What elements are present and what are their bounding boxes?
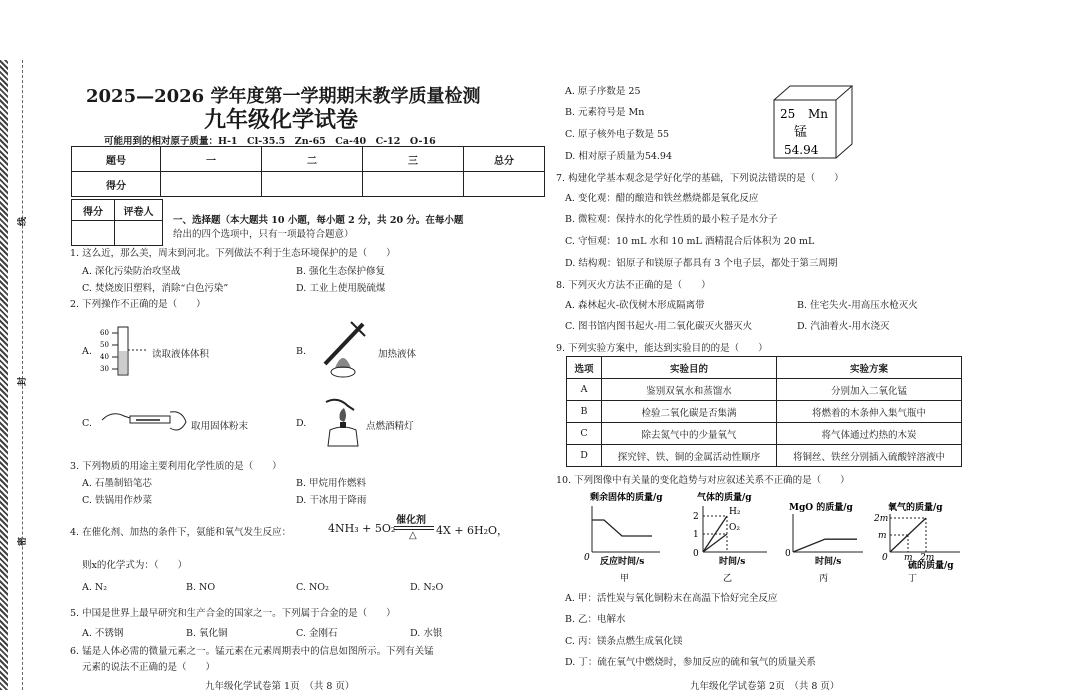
q4-equation-left: 4NH₃ + 5O₂ [328,522,396,535]
q9-header: 实验方案 [777,357,962,379]
q9-cell: 除去氮气中的少量氧气 [602,423,777,445]
score-cell: 得分 [72,172,161,197]
grader-blank[interactable] [115,221,163,246]
grader-cell: 得分 [72,200,115,221]
chart-jia-series-line [592,520,652,536]
q9-header: 选项 [567,357,602,379]
score-blank[interactable] [363,172,464,197]
score-cell: 总分 [464,147,545,172]
q6-stem2: 元素的说法不正确的是（ ） [82,662,216,673]
q2-c-text: 取用固体粉末 [191,421,249,432]
binding-dashed-line [22,60,23,690]
q9-header: 实验目的 [602,357,777,379]
q8-option-a[interactable]: A. 森林起火-砍伐树木形成隔离带 [565,300,705,311]
q9-cell: 检验二氧化碳是否集满 [602,401,777,423]
element-mass: 54.94 [784,143,819,157]
q10-option-a[interactable]: A. 甲：活性炭与氧化铜粉末在高温下恰好完全反应 [565,593,778,604]
q6-stem: 6. 锰是人体必需的微量元素之一。锰元素在元素周期表中的信息如图所示。下列有关锰 [70,646,434,657]
q8-option-b[interactable]: B. 住宅失火-用高压水枪灭火 [797,300,918,311]
q2-option-b[interactable]: B. [296,346,307,357]
exam-subtitle: 九年级化学试卷 [204,107,359,133]
q4-catalyst: 催化剂 [396,515,426,526]
score-blank[interactable] [262,172,363,197]
q9-cell: 将气体通过灼热的木炭 [777,423,962,445]
q3-option-a[interactable]: A. 石墨制铅笔芯 [82,478,152,489]
table-row[interactable] [567,379,962,401]
q4-option-a[interactable]: A. N₂ [82,582,108,593]
binding-mark-seal: 封 [18,376,29,387]
chart-jia-xlabel: 反应时间/s [600,557,645,567]
q9-cell: A [567,379,602,401]
q4-option-b[interactable]: B. NO [186,582,216,593]
q1-option-d[interactable]: D. 工业上使用脱硫煤 [296,283,386,294]
q7-option-c[interactable]: C. 守恒观：10 mL 水和 10 mL 酒精混合后体积为 20 mL [565,236,815,247]
q9-cell: C [567,423,602,445]
q2-d-text: 点燃酒精灯 [366,421,414,432]
page1-footer: 九年级化学试卷第 1页 （共 8 页） [205,681,355,692]
chart-yi-title: 乙 [723,574,733,584]
grader-cell: 评卷人 [115,200,163,221]
chart-jia-origin: 0 [584,553,590,563]
exam-title: 2025—2026 学年度第一学期期末教学质量检测 [86,86,481,107]
q7-option-b[interactable]: B. 微粒观：保持水的化学性质的最小粒子是水分子 [565,214,778,225]
chart-ding [868,488,968,584]
score-table [71,146,545,197]
q4-option-d[interactable]: D. N₂O [410,582,444,593]
powder-tube-icon [100,402,188,442]
graduated-cylinder-icon [98,325,148,377]
chart-yi-series-o2 [703,534,727,552]
q4-option-c[interactable]: C. NO₂ [296,582,329,593]
cylinder-tick-label: 50 [100,341,109,349]
heating-tube-icon [315,318,373,380]
chart-yi [683,488,775,584]
q1-stem: 1. 这么近，那么美，周末到河北。下列做法不利于生态环境保护的是（ ） [70,248,396,259]
q7-stem: 7. 构建化学基本观念是学好化学的基础，下列说法错误的是（ ） [556,173,844,184]
chart-ding-xtick: m [904,553,913,563]
binding-mark-line: 线 [18,216,29,227]
element-card [772,84,856,160]
q9-cell: 探究锌、铁、铜的金属活动性顺序 [602,445,777,467]
q2-option-d[interactable]: D. [296,418,307,429]
q9-table [566,356,962,467]
chart-yi-ytick: 1 [693,530,699,540]
q2-stem: 2. 下列操作不正确的是（ ） [70,299,206,310]
chart-ding-ytick: m [878,531,887,541]
chart-ding-origin: 0 [882,553,888,563]
q4-stem2: 则x的化学式为：（ ） [82,560,188,571]
page2-footer: 九年级化学试卷第 2页 （共 8 页） [690,681,840,692]
chart-bing-ylabel: MgO 的质量/g [789,503,853,513]
chart-yi-legend-o2: O₂ [729,523,740,533]
q8-option-d[interactable]: D. 汽油着火-用水浇灭 [797,321,890,332]
table-row[interactable] [567,423,962,445]
q10-option-b[interactable]: B. 乙：电解水 [565,614,626,625]
chart-yi-origin: 0 [693,549,699,559]
atomic-masses: 可能用到的相对原子质量：H-1 Cl-35.5 Zn-65 Ca-40 C-12 O-16 [104,136,436,147]
q1-option-c[interactable]: C. 焚烧废旧塑料，消除“白色污染” [82,283,229,294]
score-cell: 三 [363,147,464,172]
element-name: 锰 [794,125,808,140]
section-heading [173,212,463,226]
chart-jia [578,488,670,584]
chart-yi-ylabel: 气体的质量/g [697,493,752,503]
q6-option-a[interactable]: A. 原子序数是 25 [565,86,641,97]
q6-option-b[interactable]: B. 元素符号是 Mn [565,107,645,118]
cylinder-tick-label: 60 [100,329,109,337]
chart-ding-ylabel: 氧气的质量/g [888,503,943,513]
chart-bing-series-line [793,539,857,552]
score-cell: 二 [262,147,363,172]
q5-option-d[interactable]: D. 水银 [410,628,443,639]
q4-heat: △ [409,530,417,541]
q3-option-c[interactable]: C. 铁锅用作炒菜 [82,495,152,506]
section-heading-line2: 给出的四个选项中，只有一项最符合题意） [173,229,354,240]
element-number: 25 [780,107,796,121]
q9-cell: 将燃着的木条伸入集气瓶中 [777,401,962,423]
q2-b-text: 加热液体 [378,349,417,360]
grader-table [71,199,163,246]
q5-option-a[interactable]: A. 不锈钢 [82,628,124,639]
q2-a-text: 读取液体体积 [152,349,210,360]
q2-option-a[interactable]: A. [82,346,92,357]
q8-option-c[interactable]: C. 图书馆内图书起火-用二氧化碳灭火器灭火 [565,321,753,332]
section-heading-line1: 一、选择题（本大题共 10 小题，每小题 2 分，共 20 分。在每小题 [173,215,464,226]
binding-mark-secret: 密 [18,536,29,547]
q3-stem: 3. 下列物质的用途主要利用化学性质的是（ ） [70,461,282,472]
alcohol-lamp-icon [318,396,366,452]
q1-option-a[interactable]: A. 深化污染防治攻坚战 [82,266,181,277]
table-row[interactable] [567,401,962,423]
table-row[interactable] [567,445,962,467]
q4-stem: 4. 在催化剂、加热的条件下，氨能和氧气发生反应： [70,527,292,538]
score-cell: 一 [161,147,262,172]
q6-option-c[interactable]: C. 原子核外电子数是 55 [565,129,670,140]
grader-blank[interactable] [72,221,115,246]
q7-option-a[interactable]: A. 变化观：醋的酿造和铁丝燃烧都是氧化反应 [565,193,759,204]
q3-option-d[interactable]: D. 干冰用于降雨 [296,495,367,506]
q9-cell: 分别加入二氧化锰 [777,379,962,401]
q1-option-b[interactable]: B. 强化生态保护修复 [296,266,386,277]
chart-bing-origin: 0 [785,549,791,559]
chart-jia-ylabel: 剩余固体的质量/g [590,493,663,503]
q2-option-c[interactable]: C. [82,418,92,429]
q4-arrow-line [394,526,434,527]
binding-strip [0,60,8,690]
cylinder-tick-label: 40 [100,353,109,361]
q9-cell: 将铜丝、铁丝分别插入硫酸锌溶液中 [777,445,962,467]
chart-ding-ytick: 2m [874,514,889,524]
cylinder-tick-label: 30 [100,365,109,373]
chart-ding-xlabel: 硫的质量/g [908,561,954,571]
score-blank[interactable] [464,172,545,197]
q5-stem: 5. 中国是世界上最早研究和生产合金的国家之一。下列属于合金的是（ ） [70,608,396,619]
score-blank[interactable] [161,172,262,197]
q5-option-b[interactable]: B. 氧化铜 [186,628,228,639]
chart-bing [785,488,871,584]
q5-option-c[interactable]: C. 金刚石 [296,628,338,639]
q9-stem: 9. 下列实验方案中，能达到实验目的的是（ ） [556,343,768,354]
chart-yi-xlabel: 时间/s [719,557,746,567]
element-symbol: Mn [808,107,829,121]
q10-stem: 10. 下列图像中有关量的变化趋势与对应叙述关系不正确的是（ ） [556,475,850,486]
q10-option-d[interactable]: D. 丁：硫在氧气中燃烧时，参加反应的硫和氧气的质量关系 [565,657,816,668]
chart-ding-title: 丁 [908,574,918,584]
chart-ding-xtick: 2m [920,553,935,563]
q9-cell: 鉴别双氧水和蒸馏水 [602,379,777,401]
chart-yi-legend-h2: H₂ [729,507,741,517]
q10-option-c[interactable]: C. 丙：镁条点燃生成氧化镁 [565,636,683,647]
chart-bing-title: 丙 [819,574,829,584]
q6-option-d[interactable]: D. 相对原子质量为54.94 [565,151,673,162]
q7-option-d[interactable]: D. 结构观：铝原子和镁原子都具有 3 个电子层，都处于第三周期 [565,258,838,269]
q3-option-b[interactable]: B. 甲烷用作燃料 [296,478,367,489]
q4-equation-right: 4X + 6H₂O， [436,524,509,537]
chart-yi-ytick: 2 [693,512,699,522]
score-cell: 题号 [72,147,161,172]
q9-cell: D [567,445,602,467]
chart-jia-title: 甲 [620,574,630,584]
q8-stem: 8. 下列灭火方法不正确的是（ ） [556,280,711,291]
q9-cell: B [567,401,602,423]
chart-bing-xlabel: 时间/s [815,557,842,567]
